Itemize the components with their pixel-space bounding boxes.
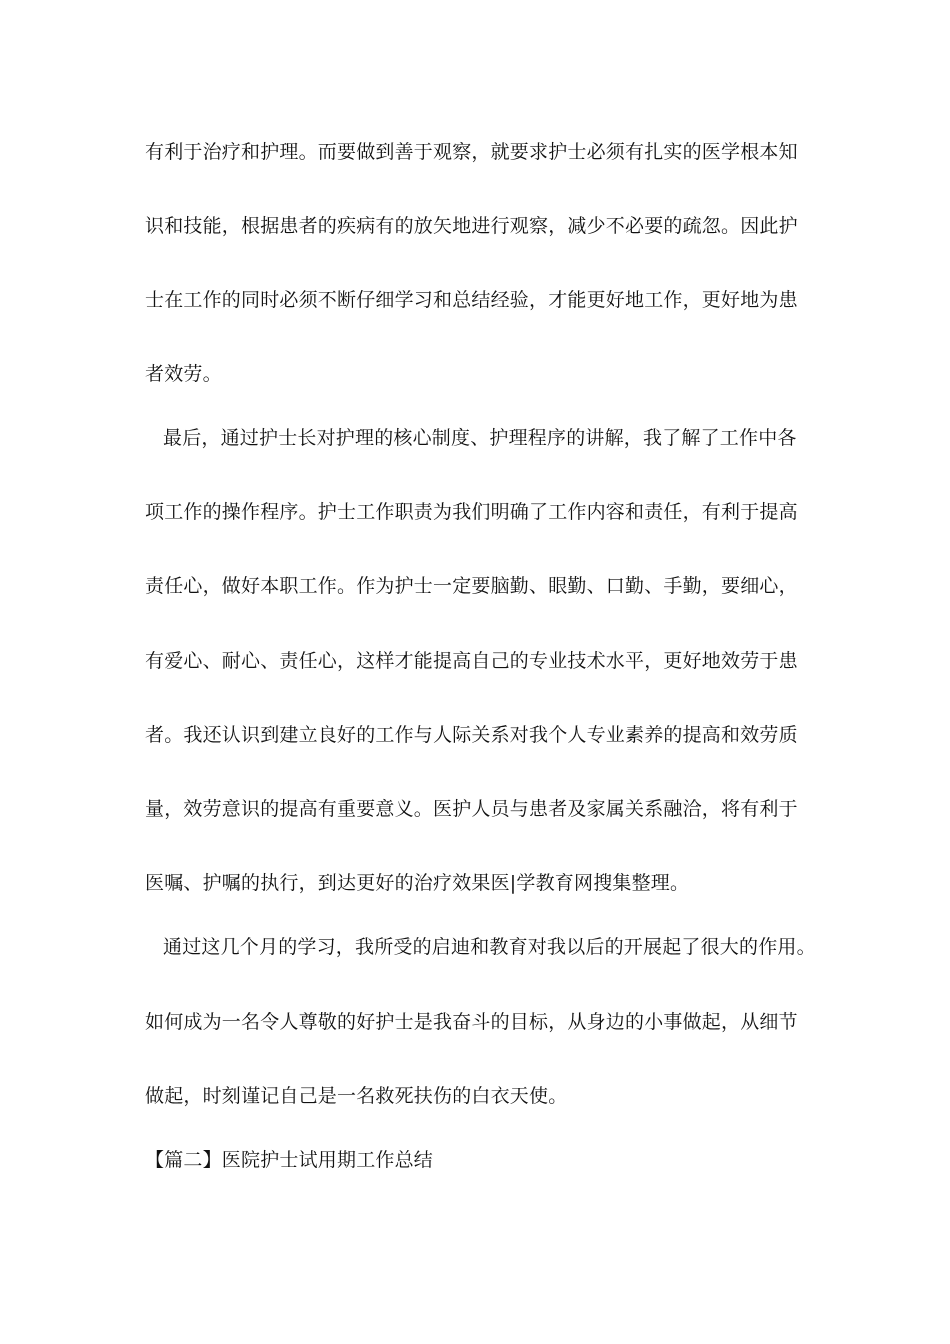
text-line: 量，效劳意识的提高有重要意义。医护人员与患者及家属关系融洽，将有利于 <box>145 798 798 820</box>
text-line: 最后，通过护士长对护理的核心制度、护理程序的讲解，我了解了工作中各 <box>163 427 797 449</box>
text-line: 者效劳。 <box>145 363 222 385</box>
text-line: 医嘱、护嘱的执行，到达更好的治疗效果医|学教育网搜集整理。 <box>145 872 690 894</box>
text-line: 做起，时刻谨记自己是一名救死扶伤的白衣天使。 <box>145 1085 568 1107</box>
text-line: 项工作的操作程序。护士工作职责为我们明确了工作内容和责任，有利于提高 <box>145 501 798 523</box>
text-line: 有利于治疗和护理。而要做到善于观察，就要求护士必须有扎实的医学根本知 <box>145 141 798 163</box>
section-heading: 【篇二】医院护士试用期工作总结 <box>145 1149 434 1171</box>
text-line: 有爱心、耐心、责任心，这样才能提高自己的专业技术水平，更好地效劳于患 <box>145 650 798 672</box>
text-line: 者。我还认识到建立良好的工作与人际关系对我个人专业素养的提高和效劳质 <box>145 724 798 746</box>
text-line: 识和技能，根据患者的疾病有的放矢地进行观察，减少不必要的疏忽。因此护 <box>145 215 798 237</box>
text-line: 通过这几个月的学习，我所受的启迪和教育对我以后的开展起了很大的作用。 <box>163 936 816 958</box>
text-line: 责任心，做好本职工作。作为护士一定要脑勤、眼勤、口勤、手勤，要细心， <box>145 575 798 597</box>
text-line: 士在工作的同时必须不断仔细学习和总结经验，才能更好地工作，更好地为患 <box>145 289 798 311</box>
text-line: 如何成为一名令人尊敬的好护士是我奋斗的目标，从身边的小事做起，从细节 <box>145 1011 798 1033</box>
